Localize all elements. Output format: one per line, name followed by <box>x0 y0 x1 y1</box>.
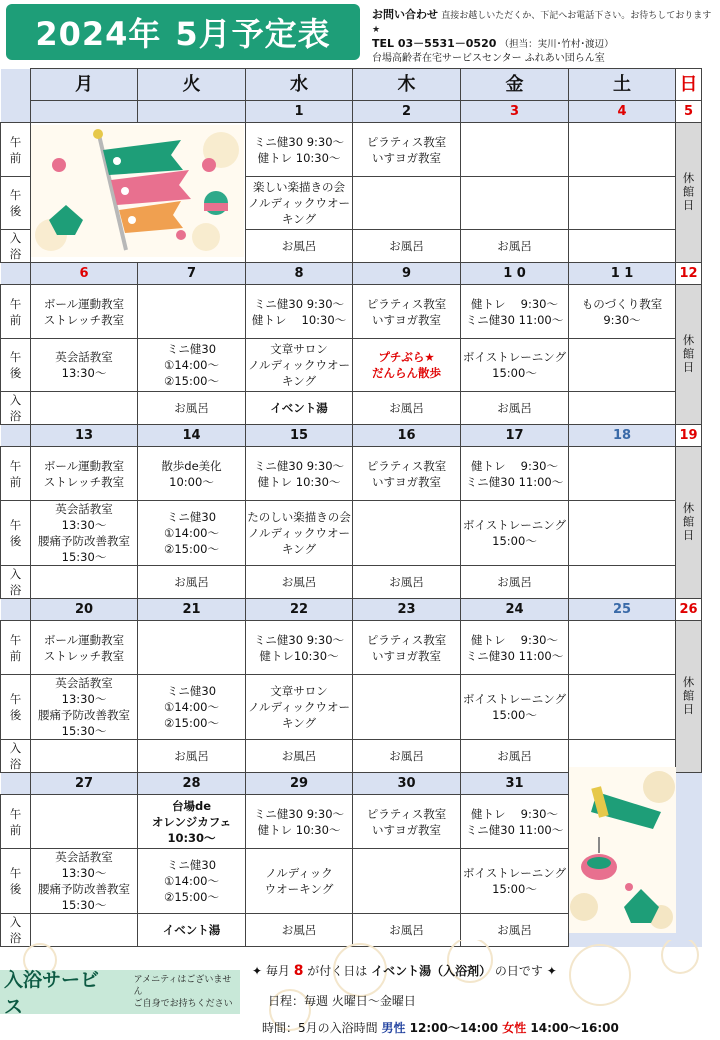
event-cell: 散歩de美化 10:00～ <box>138 447 246 501</box>
date-cell: 28 <box>138 773 246 795</box>
event-cell <box>31 392 138 425</box>
date-row-spacer <box>1 773 31 795</box>
event-cell: 健トレ 9:30～ ミニ健30 11:00～ <box>461 795 569 849</box>
date-cell <box>138 101 246 123</box>
event-cell <box>569 123 676 177</box>
event-cell: ピラティス教室 いすヨガ教室 <box>353 795 461 849</box>
event-cell: 健トレ 9:30～ ミニ健30 11:00～ <box>461 285 569 339</box>
date-row <box>1 425 702 447</box>
event-cell: イベント湯 <box>246 392 353 425</box>
date-row-spacer <box>1 599 31 621</box>
event-cell <box>31 566 138 599</box>
event-cell: ボール運動教室 ストレッチ教室 <box>31 285 138 339</box>
date-cell: 17 <box>461 425 569 447</box>
date-cell: 13 <box>31 425 138 447</box>
date-cell: 7 <box>138 263 246 285</box>
koinobori-illustration <box>31 125 244 257</box>
date-row <box>1 101 702 123</box>
event-cell <box>353 675 461 740</box>
date-cell: 2 <box>353 101 461 123</box>
event-cell: ミニ健30 9:30～ 健トレ 10:30～ <box>246 795 353 849</box>
event-cell <box>31 795 138 849</box>
event-cell: ミニ健30 9:30～ 健トレ 10:30～ <box>246 123 353 177</box>
date-cell: 15 <box>246 425 353 447</box>
event-cell: お風呂 <box>461 230 569 263</box>
row-label-pm: 午 後 <box>1 339 31 392</box>
event-cell <box>569 675 676 740</box>
event-cell <box>569 230 676 263</box>
corner-cell <box>1 69 31 101</box>
date-row-spacer <box>1 425 31 447</box>
schedule-row-am <box>1 447 702 501</box>
row-label-bath: 入 浴 <box>1 914 31 947</box>
date-cell: 16 <box>353 425 461 447</box>
weekday-0: 月 <box>31 69 138 101</box>
event-cell <box>31 740 138 773</box>
title-year: 2024年 <box>35 15 162 53</box>
date-cell: 8 <box>246 263 353 285</box>
date-cell: 1 1 <box>569 263 676 285</box>
event-cell <box>353 501 461 566</box>
schedule-row-pm <box>1 501 702 566</box>
date-cell: 18 <box>569 425 676 447</box>
event-cell <box>569 501 676 566</box>
date-cell: 6 <box>31 263 138 285</box>
event-cell: 英会話教室 13:30～ <box>31 339 138 392</box>
event-cell: お風呂 <box>353 914 461 947</box>
row-label-am: 午 前 <box>1 285 31 339</box>
date-cell: 1 <box>246 101 353 123</box>
event-cell: ミニ健30 ①14:00～ ②15:00～ <box>138 849 246 914</box>
date-cell: 22 <box>246 599 353 621</box>
schedule-row-pm <box>1 339 702 392</box>
event-cell: ボール運動教室 ストレッチ教室 <box>31 447 138 501</box>
event-cell: お風呂 <box>461 566 569 599</box>
event-cell: ボイストレーニング 15:00～ <box>461 501 569 566</box>
event-cell: ピラティス教室 いすヨガ教室 <box>353 285 461 339</box>
contact-label: お問い合わせ <box>372 8 438 21</box>
event-cell: お風呂 <box>246 914 353 947</box>
event-cell: ボイストレーニング 15:00～ <box>461 675 569 740</box>
date-row-spacer <box>1 263 31 285</box>
date-cell <box>31 101 138 123</box>
event-cell: ボイストレーニング 15:00～ <box>461 849 569 914</box>
weekday-2: 水 <box>246 69 353 101</box>
schedule-row-bath <box>1 392 702 425</box>
event-cell: ものづくり教室 9:30～ <box>569 285 676 339</box>
date-cell: 24 <box>461 599 569 621</box>
event-cell <box>461 177 569 230</box>
event-cell: たのしい楽描きの会 ノルディックウオーキング <box>246 501 353 566</box>
event-cell: 健トレ 9:30～ ミニ健30 11:00～ <box>461 621 569 675</box>
event-cell: お風呂 <box>353 566 461 599</box>
date-cell: 26 <box>676 599 702 621</box>
row-label-bath: 入 浴 <box>1 566 31 599</box>
weekday-6: 日 <box>676 69 702 101</box>
event-cell: お風呂 <box>461 914 569 947</box>
weekday-5: 土 <box>569 69 676 101</box>
schedule-row-bath <box>1 566 702 599</box>
event-cell <box>138 285 246 339</box>
event-cell <box>569 447 676 501</box>
schedule-row-am <box>1 285 702 339</box>
closed-day: 休館日 <box>676 123 702 263</box>
date-cell: 3 <box>461 101 569 123</box>
contact-block <box>372 8 717 66</box>
event-cell: ミニ健30 ①14:00～ ②15:00～ <box>138 675 246 740</box>
event-cell <box>569 566 676 599</box>
date-cell: 31 <box>461 773 569 795</box>
female-hours: 14:00～16:00 <box>526 1021 619 1035</box>
date-cell: 19 <box>676 425 702 447</box>
event-cell <box>569 621 676 675</box>
amenity-note: アメニティはございません ご自身でお持ちください <box>133 975 233 1009</box>
date-row <box>1 599 702 621</box>
event-cell: お風呂 <box>246 230 353 263</box>
bath-schedule: 日程：毎週 火曜日～金曜日 <box>268 994 416 1008</box>
event-cell: お風呂 <box>353 230 461 263</box>
row-label-am: 午 前 <box>1 123 31 177</box>
row-label-pm: 午 後 <box>1 675 31 740</box>
row-label-pm: 午 後 <box>1 501 31 566</box>
event-cell: 文章サロン ノルディックウオーキング <box>246 675 353 740</box>
weekday-header-row <box>1 69 702 101</box>
date-cell: 29 <box>246 773 353 795</box>
bath-hours: 時間：5月の入浴時間 男性 12:00～14:00 女性 14:00～16:00 <box>262 1021 619 1035</box>
event-cell: ミニ健30 9:30～ 健トレ 10:30～ <box>246 447 353 501</box>
date-cell: 23 <box>353 599 461 621</box>
closed-day: 休館日 <box>676 285 702 425</box>
weekday-4: 金 <box>461 69 569 101</box>
title-banner <box>6 4 360 60</box>
event-cell <box>461 123 569 177</box>
event-cell: イベント湯 <box>138 914 246 947</box>
kabuto-illustration <box>569 767 676 933</box>
event-cell: ミニ健30 ①14:00～ ②15:00～ <box>138 501 246 566</box>
event-cell: ピラティス教室 いすヨガ教室 <box>353 447 461 501</box>
event-cell <box>569 339 676 392</box>
date-cell: 21 <box>138 599 246 621</box>
event-cell <box>569 177 676 230</box>
event-cell: お風呂 <box>353 740 461 773</box>
event-cell: 健トレ 9:30～ ミニ健30 11:00～ <box>461 447 569 501</box>
event-cell <box>353 849 461 914</box>
bath-service-title: 入浴サービス <box>4 969 100 1018</box>
date-cell: 30 <box>353 773 461 795</box>
tel-charge: （担当：実川･竹村･渡辺） <box>499 39 614 50</box>
row-label-pm: 午 後 <box>1 849 31 914</box>
event-cell: 英会話教室 13:30～ 腰痛予防改善教室 15:30～ <box>31 501 138 566</box>
event-cell: 台場de オレンジカフェ 10:30～ <box>138 795 246 849</box>
event-cell: ピラティス教室 いすヨガ教室 <box>353 123 461 177</box>
date-cell: 14 <box>138 425 246 447</box>
bath-service-banner <box>0 969 240 1018</box>
weekday-1: 火 <box>138 69 246 101</box>
date-cell: 1 0 <box>461 263 569 285</box>
date-cell: 4 <box>569 101 676 123</box>
event-cell: お風呂 <box>246 566 353 599</box>
row-label-bath: 入 浴 <box>1 392 31 425</box>
event-cell: ボイストレーニング 15:00～ <box>461 339 569 392</box>
row-label-bath: 入 浴 <box>1 740 31 773</box>
event-cell <box>138 621 246 675</box>
event-cell <box>353 177 461 230</box>
event-cell: ノルディック ウオーキング <box>246 849 353 914</box>
event-cell: ピラティス教室 いすヨガ教室 <box>353 621 461 675</box>
center-name: 台場高齢者在宅サービスセンター ふれあい団らん室 <box>372 53 605 64</box>
event-cell: プチぶら★ だんらん散歩 <box>353 339 461 392</box>
event-cell <box>569 392 676 425</box>
date-cell: 5 <box>676 101 702 123</box>
weekday-3: 木 <box>353 69 461 101</box>
row-label-am: 午 前 <box>1 447 31 501</box>
male-label: 男性 <box>381 1021 406 1035</box>
event-day-number: 8 <box>293 963 304 979</box>
event-cell: ミニ健30 9:30～ 健トレ 10:30～ <box>246 285 353 339</box>
closed-day: 休館日 <box>676 447 702 599</box>
event-bath-label: イベント湯（入浴剤） <box>371 964 492 978</box>
closed-day: 休館日 <box>676 621 702 773</box>
date-cell: 20 <box>31 599 138 621</box>
event-cell: 文章サロン ノルディックウオーキング <box>246 339 353 392</box>
schedule-row-pm <box>1 675 702 740</box>
event-cell: ボール運動教室 ストレッチ教室 <box>31 621 138 675</box>
event-bath-note: ✦ 毎月 8 が付く日は イベント湯（入浴剤） の日です ✦ <box>252 963 557 979</box>
event-cell: お風呂 <box>246 740 353 773</box>
date-cell: 27 <box>31 773 138 795</box>
event-cell: お風呂 <box>461 392 569 425</box>
event-cell: 英会話教室 13:30～ 腰痛予防改善教室 15:30～ <box>31 675 138 740</box>
event-cell: お風呂 <box>138 740 246 773</box>
date-cell: 9 <box>353 263 461 285</box>
date-cell: 25 <box>569 599 676 621</box>
contact-note: 直接お越しいただくか、下記へお電話下さい。お待ちしております★ <box>372 11 712 35</box>
date-cell: 12 <box>676 263 702 285</box>
tel-number: TEL 03－5531－0520 <box>372 37 497 50</box>
row-label-pm: 午 後 <box>1 177 31 230</box>
row-label-am: 午 前 <box>1 621 31 675</box>
schedule-row-am <box>1 621 702 675</box>
event-cell: お風呂 <box>461 740 569 773</box>
row-label-am: 午 前 <box>1 795 31 849</box>
date-row <box>1 263 702 285</box>
title-month: 5月予定表 <box>175 15 331 53</box>
event-cell: お風呂 <box>353 392 461 425</box>
event-cell: ミニ健30 9:30～ 健トレ10:30～ <box>246 621 353 675</box>
event-cell: お風呂 <box>138 392 246 425</box>
event-cell: ミニ健30 ①14:00～ ②15:00～ <box>138 339 246 392</box>
event-cell: 英会話教室 13:30～ 腰痛予防改善教室 15:30～ <box>31 849 138 914</box>
row-label-bath: 入 浴 <box>1 230 31 263</box>
female-label: 女性 <box>502 1021 527 1035</box>
event-cell: お風呂 <box>138 566 246 599</box>
male-hours: 12:00～14:00 <box>405 1021 503 1035</box>
date-row-spacer <box>1 101 31 123</box>
event-cell: 楽しい楽描きの会 ノルディックウオーキング <box>246 177 353 230</box>
